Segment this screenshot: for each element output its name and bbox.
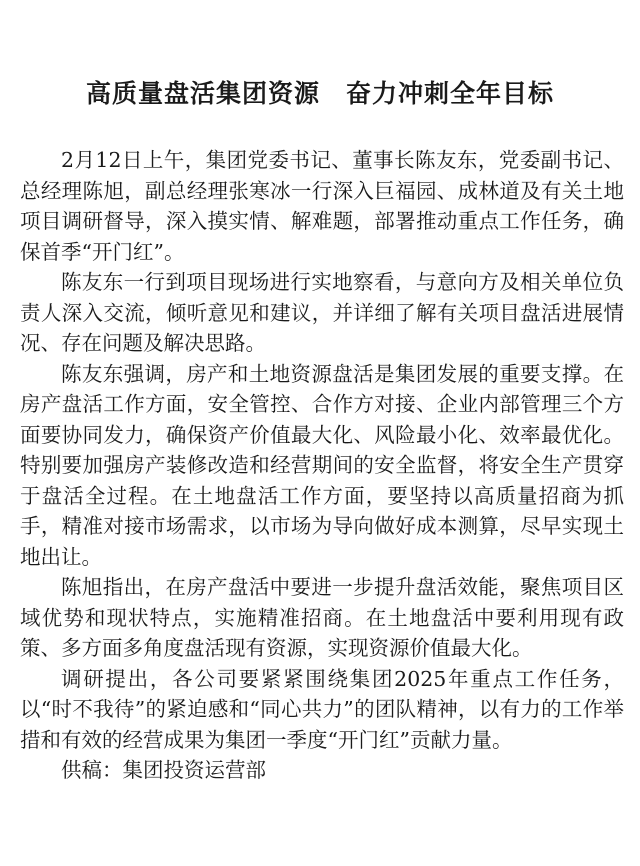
paragraph-4: 陈旭指出，在房产盘活中要进一步提升盘活效能，聚焦项目区域优势和现状特点，实施精准招商。在土地盘活中要利用现有政策、多方面多角度盘活现有资源，实现资源价值最大化。 [20,575,624,660]
paragraph-5: 调研提出，各公司要紧紧围绕集团2025年重点工作任务，以“时不我待”的紧迫感和“同心共力”的团队精神，以有力的工作举措和有效的经营成果为集团一季度“开门红”贡献力量。 [20,666,624,752]
article-body [20,145,624,786]
article-title: 高质量盘活集团资源 奋力冲刺全年目标 [85,79,554,108]
paragraph-1: 2月12日上午，集团党委书记、董事长陈友东，党委副书记、总经理陈旭，副总经理张寒冰一行深入巨福园、成林道及有关土地项目调研督导，深入摸实情、解难题，部署推动重点工作任务，确保首季“开门红”。 [20,148,624,264]
source-credit: 供稿：集团投资运营部 [61,758,266,782]
paragraph-3: 陈友东强调，房产和土地资源盘活是集团发展的重要支撑。在房产盘活工作方面，安全管控、合作方对接、企业内部管理三个方面要协同发力，确保资产价值最大化、风险最小化、效率最优化。特别要加强房产装修改造和经营期间的安全监督，将安全生产贯穿于盘活全过程。在土地盘活工作方面，要坚持以高质量招商为抓手，精准对接市场需求，以市场为导向做好成本测算，尽早实现土地出让。 [20,361,624,569]
paragraph-2: 陈友东一行到项目现场进行实地察看，与意向方及相关单位负责人深入交流，倾听意见和建议，并详细了解有关项目盘活进展情况、存在问题及解决思路。 [20,270,624,355]
